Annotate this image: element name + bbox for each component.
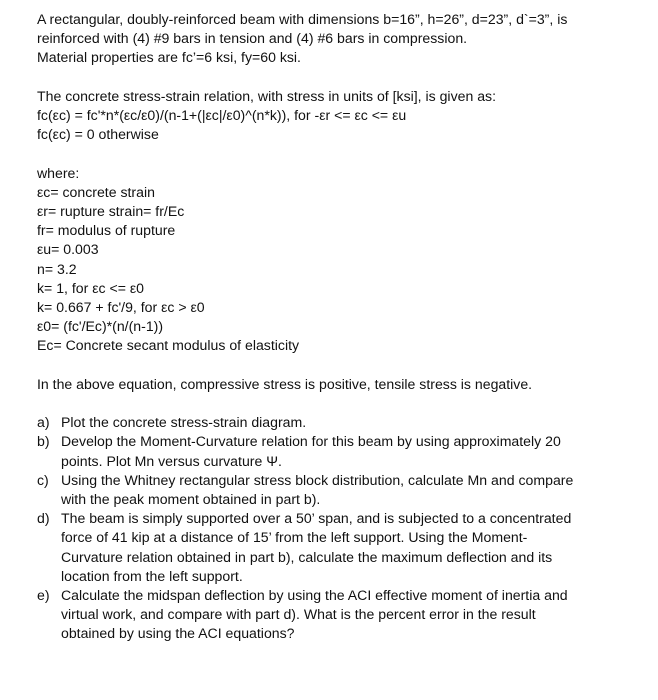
question-item bbox=[37, 413, 647, 432]
stress-strain-relation bbox=[37, 87, 647, 145]
question-line: location from the left support. bbox=[61, 567, 243, 584]
question-line: Develop the Moment-Curvature relation for this beam by using approximately 20 bbox=[61, 433, 561, 450]
question-item bbox=[37, 586, 647, 644]
question-marker: d) bbox=[37, 510, 50, 527]
question-line: points. Plot Mn versus curvature Ψ. bbox=[61, 452, 282, 469]
definition-line: ε0= (fc'/Ec)*(n/(n-1)) bbox=[37, 318, 164, 335]
definition-line: εu= 0.003 bbox=[37, 241, 99, 258]
question-line: Calculate the midspan deflection by using the ACI effective moment of inertia and bbox=[61, 587, 568, 604]
relation-line: The concrete stress-strain relation, with stress in units of [ksi], is given as: bbox=[37, 87, 497, 104]
relation-otherwise: fc(εc) = 0 otherwise bbox=[37, 126, 159, 143]
definition-line: k= 1, for εc <= ε0 bbox=[37, 279, 144, 296]
problem-document bbox=[37, 10, 647, 644]
definition-line: εc= concrete strain bbox=[37, 183, 155, 200]
spacer bbox=[37, 144, 647, 163]
question-line: virtual work, and compare with part d). What is the percent error in the result bbox=[61, 606, 536, 623]
spacer bbox=[37, 68, 647, 87]
question-line: Curvature relation obtained in part b), calculate the maximum deflection and its bbox=[61, 548, 553, 565]
question-line: The beam is simply supported over a 50’ span, and is subjected to a concentrated bbox=[61, 510, 572, 527]
definition-line: fr= modulus of rupture bbox=[37, 222, 176, 239]
question-marker: a) bbox=[37, 414, 50, 431]
question-item bbox=[37, 432, 647, 470]
definition-line: εr= rupture strain= fr/Ec bbox=[37, 203, 185, 219]
question-line: Using the Whitney rectangular stress block distribution, calculate Mn and compare bbox=[61, 471, 574, 488]
intro-line: reinforced with (4) #9 bars in tension and (4) #6 bars in compression. bbox=[37, 30, 468, 47]
question-line: with the peak moment obtained in part b). bbox=[61, 491, 321, 508]
definition-line: n= 3.2 bbox=[37, 260, 77, 277]
question-line: obtained by using the ACI equations? bbox=[61, 625, 295, 642]
relation-equation: fc(εc) = fc'*n*(εc/ε0)/(n-1+(|εc|/ε0)^(n*k)), for -εr <= εc <= εu bbox=[37, 107, 407, 123]
spacer bbox=[37, 394, 647, 413]
question-item bbox=[37, 471, 647, 509]
question-marker: c) bbox=[37, 471, 49, 488]
question-marker: e) bbox=[37, 587, 50, 604]
question-line: Plot the concrete stress-strain diagram. bbox=[61, 414, 307, 431]
sign-convention-note: In the above equation, compressive stress is positive, tensile stress is negative. bbox=[37, 375, 533, 392]
definition-line: k= 0.667 + fc'/9, for εc > ε0 bbox=[37, 299, 205, 316]
question-line: force of 41 kip at a distance of 15’ from the left support. Using the Moment- bbox=[61, 529, 528, 546]
question-marker: b) bbox=[37, 433, 50, 450]
spacer bbox=[37, 356, 647, 375]
where-heading: where: bbox=[37, 164, 80, 181]
definition-line: Ec= Concrete secant modulus of elasticity bbox=[37, 337, 300, 354]
question-item bbox=[37, 509, 647, 586]
intro-line: Material properties are fc’=6 ksi, fy=60 ksi. bbox=[37, 49, 301, 66]
question-list bbox=[37, 413, 647, 643]
intro-paragraph bbox=[37, 10, 647, 68]
definitions-block bbox=[37, 164, 647, 356]
intro-line: A rectangular, doubly-reinforced beam with dimensions b=16”, h=26”, d=23”, d`=3”, is bbox=[37, 11, 568, 27]
